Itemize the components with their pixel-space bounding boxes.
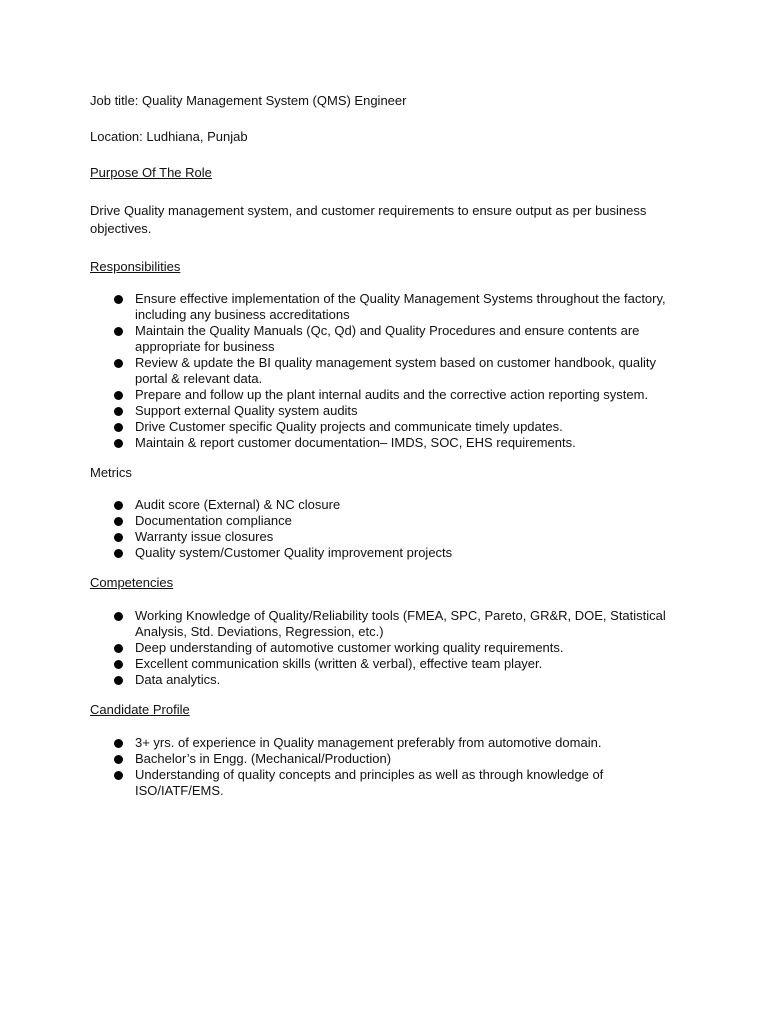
bullet-icon (114, 391, 123, 400)
list-item-text: Support external Quality system audits (135, 403, 358, 418)
competencies-list (90, 608, 690, 688)
list-item-text: Quality system/Customer Quality improvement projects (135, 545, 453, 560)
list-item-text: Drive Customer specific Quality projects and communicate timely updates. (135, 419, 563, 434)
bullet-icon (114, 755, 123, 764)
competencies-heading: Competencies (90, 575, 174, 590)
list-item-text: Understanding of quality concepts and principles as well as through knowledge of ISO/IATF/EMS. (135, 767, 604, 798)
list-item-text: 3+ yrs. of experience in Quality management preferably from automotive domain. (135, 735, 602, 750)
list-item (90, 403, 690, 419)
candidate-profile-heading: Candidate Profile (90, 702, 190, 717)
list-item (90, 529, 690, 545)
list-item-text: Audit score (External) & NC closure (135, 497, 341, 512)
bullet-icon (114, 439, 123, 448)
job-location: Location: Ludhiana, Punjab (90, 129, 248, 144)
bullet-icon (114, 327, 123, 336)
list-item (90, 497, 690, 513)
job-title: Job title: Quality Management System (QMS) Engineer (90, 93, 407, 108)
list-item-text: Documentation compliance (135, 513, 292, 528)
list-item (90, 751, 690, 767)
list-item (90, 323, 690, 355)
bullet-icon (114, 501, 123, 510)
list-item (90, 291, 690, 323)
purpose-heading: Purpose Of The Role (90, 165, 212, 180)
bullet-icon (114, 423, 123, 432)
list-item-text: Warranty issue closures (135, 529, 274, 544)
bullet-icon (114, 407, 123, 416)
list-item (90, 608, 690, 640)
list-item-text: Deep understanding of automotive customer working quality requirements. (135, 640, 564, 655)
list-item (90, 435, 690, 451)
list-item-text: Prepare and follow up the plant internal audits and the corrective action reporting system. (135, 387, 649, 402)
list-item (90, 767, 690, 799)
bullet-icon (114, 644, 123, 653)
responsibilities-list (90, 291, 690, 451)
list-item (90, 640, 690, 656)
metrics-heading: Metrics (90, 465, 132, 480)
bullet-icon (114, 295, 123, 304)
bullet-icon (114, 612, 123, 621)
bullet-icon (114, 660, 123, 669)
list-item-text: Maintain the Quality Manuals (Qc, Qd) and Quality Procedures and ensure contents are appropriate for business (135, 323, 640, 354)
list-item (90, 355, 690, 387)
responsibilities-heading: Responsibilities (90, 259, 181, 274)
bullet-icon (114, 517, 123, 526)
list-item-text: Excellent communication skills (written & verbal), effective team player. (135, 656, 543, 671)
list-item (90, 672, 690, 688)
list-item (90, 387, 690, 403)
list-item-text: Maintain & report customer documentation– IMDS, SOC, EHS requirements. (135, 435, 576, 450)
bullet-icon (114, 771, 123, 780)
bullet-icon (114, 533, 123, 542)
list-item-text: Bachelor’s in Engg. (Mechanical/Production) (135, 751, 392, 766)
list-item-text: Data analytics. (135, 672, 221, 687)
metrics-list (90, 497, 690, 561)
bullet-icon (114, 549, 123, 558)
candidate-profile-list (90, 735, 690, 799)
list-item (90, 513, 690, 529)
purpose-text: Drive Quality management system, and customer requirements to ensure output as per business objectives. (90, 203, 647, 236)
list-item-text: Working Knowledge of Quality/Reliability tools (FMEA, SPC, Pareto, GR&R, DOE, Statistical Analysis, Std. Deviations, Regression, etc.) (135, 608, 666, 639)
list-item (90, 735, 690, 751)
list-item (90, 656, 690, 672)
bullet-icon (114, 739, 123, 748)
list-item (90, 545, 690, 561)
list-item-text: Ensure effective implementation of the Quality Management Systems throughout the factory, including any business accreditations (135, 291, 666, 322)
bullet-icon (114, 359, 123, 368)
bullet-icon (114, 676, 123, 685)
document-body (90, 93, 690, 799)
list-item-text: Review & update the BI quality management system based on customer handbook, quality portal & relevant data. (135, 355, 657, 386)
list-item (90, 419, 690, 435)
